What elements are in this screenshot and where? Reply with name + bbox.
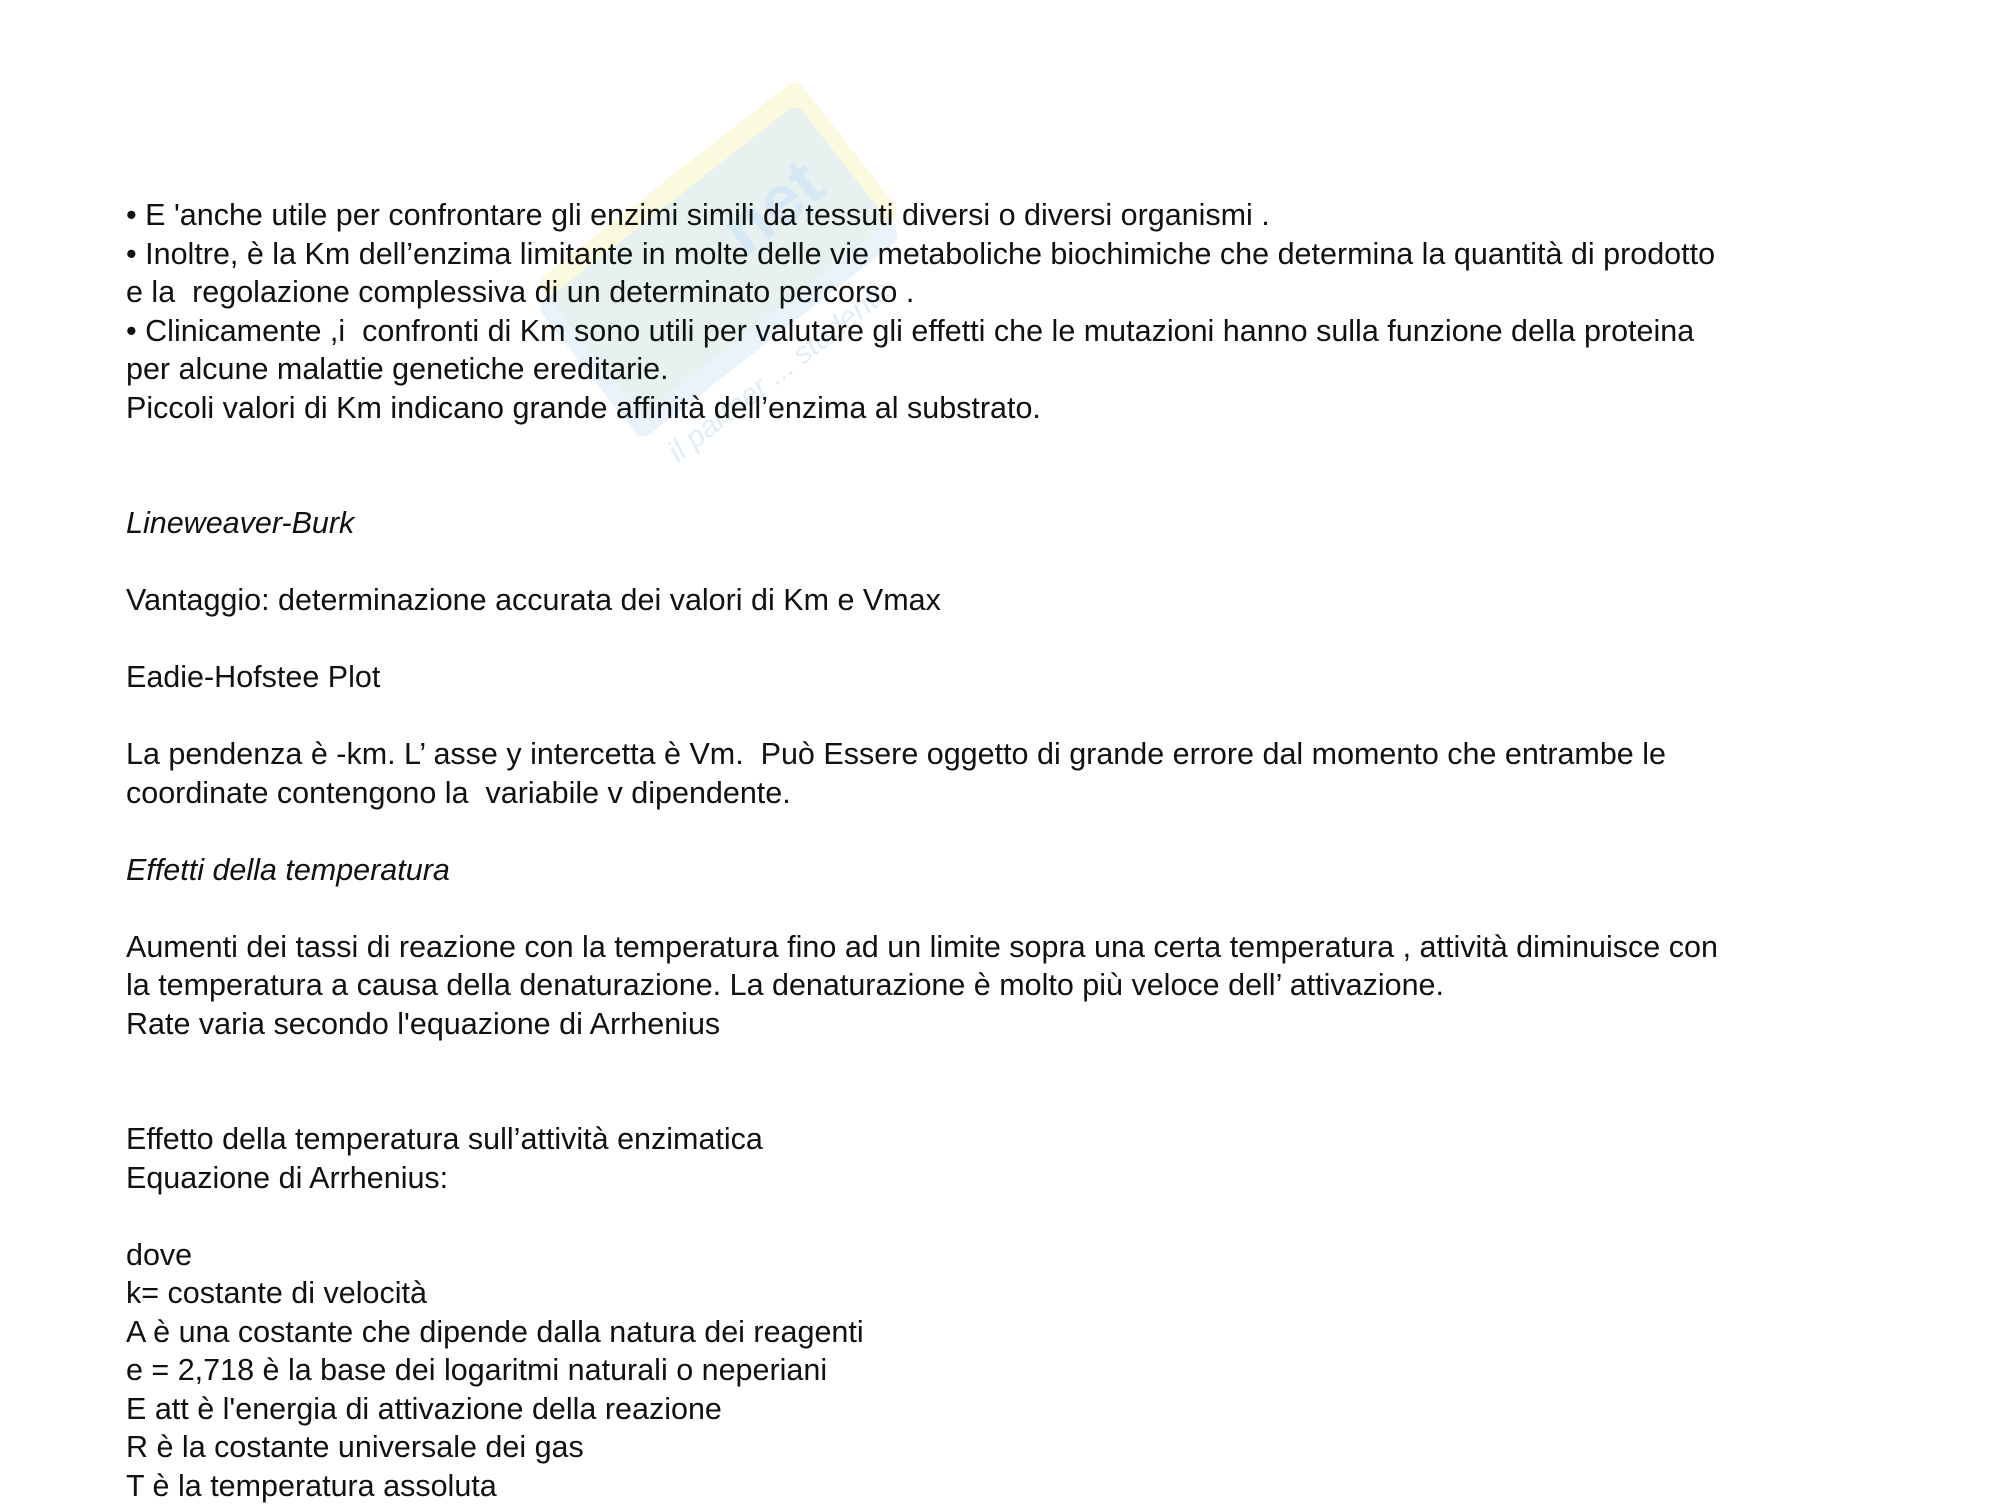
lineweaver-burk-advantage: Vantaggio: determinazione accurata dei valori di Km e Vmax xyxy=(126,581,1886,620)
watermark-brand: net xyxy=(707,143,838,269)
spacer xyxy=(126,1043,1886,1120)
spacer xyxy=(126,1197,1886,1236)
document-body xyxy=(126,196,1886,1505)
bullet-limiting-enzyme-line1: • Inoltre, è la Km dell’enzima limitante in molte delle vie metaboliche biochimiche che determina la quantità di prodotto xyxy=(126,235,1886,274)
temperature-line3: Rate varia secondo l'equazione di Arrhenius xyxy=(126,1005,1886,1044)
eadie-hofstee-line2: coordinate contengono la variabile v dipendente. xyxy=(126,774,1886,813)
arrhenius-equation-title: Equazione di Arrhenius: xyxy=(126,1159,1886,1198)
definition-T: T è la temperatura assoluta xyxy=(126,1467,1886,1505)
spacer xyxy=(126,427,1886,504)
temperature-line2: la temperatura a causa della denaturazione. La denaturazione è molto più veloce dell’ attivazione. xyxy=(126,966,1886,1005)
definition-R: R è la costante universale dei gas xyxy=(126,1428,1886,1467)
eadie-hofstee-line1: La pendenza è -km. L’ asse y intercetta è Vm. Può Essere oggetto di grande errore dal momento che entrambe le xyxy=(126,735,1886,774)
definition-Eatt: E att è l'energia di attivazione della reazione xyxy=(126,1390,1886,1429)
spacer xyxy=(126,697,1886,736)
km-affinity-note: Piccoli valori di Km indicano grande affinità dell’enzima al substrato. xyxy=(126,389,1886,428)
bullet-clinical-line1: • Clinicamente ,i confronti di Km sono utili per valutare gli effetti che le mutazioni hanno sulla funzione della proteina xyxy=(126,312,1886,351)
temperature-effects-heading: Effetti della temperatura xyxy=(126,851,1886,890)
spacer xyxy=(126,889,1886,928)
lineweaver-burk-heading: Lineweaver-Burk xyxy=(126,504,1886,543)
spacer xyxy=(126,620,1886,659)
watermark-tagline: il partner ... studente xyxy=(662,274,898,468)
definition-e: e = 2,718 è la base dei logaritmi naturali o neperiani xyxy=(126,1351,1886,1390)
spacer xyxy=(126,543,1886,582)
effect-temperature-title: Effetto della temperatura sull’attività enzimatica xyxy=(126,1120,1886,1159)
definition-k: k= costante di velocità xyxy=(126,1274,1886,1313)
definition-A: A è una costante che dipende dalla natura dei reagenti xyxy=(126,1313,1886,1352)
spacer xyxy=(126,812,1886,851)
bullet-compare-enzymes: • E 'anche utile per confrontare gli enzimi simili da tessuti diversi o diversi organismi . xyxy=(126,196,1886,235)
temperature-line1: Aumenti dei tassi di reazione con la temperatura fino ad un limite sopra una certa temperatura , attività diminuisce con xyxy=(126,928,1886,967)
eadie-hofstee-heading: Eadie-Hofstee Plot xyxy=(126,658,1886,697)
bullet-limiting-enzyme-line2: e la regolazione complessiva di un determinato percorso . xyxy=(126,273,1886,312)
bullet-clinical-line2: per alcune malattie genetiche ereditarie. xyxy=(126,350,1886,389)
definitions-intro: dove xyxy=(126,1236,1886,1275)
